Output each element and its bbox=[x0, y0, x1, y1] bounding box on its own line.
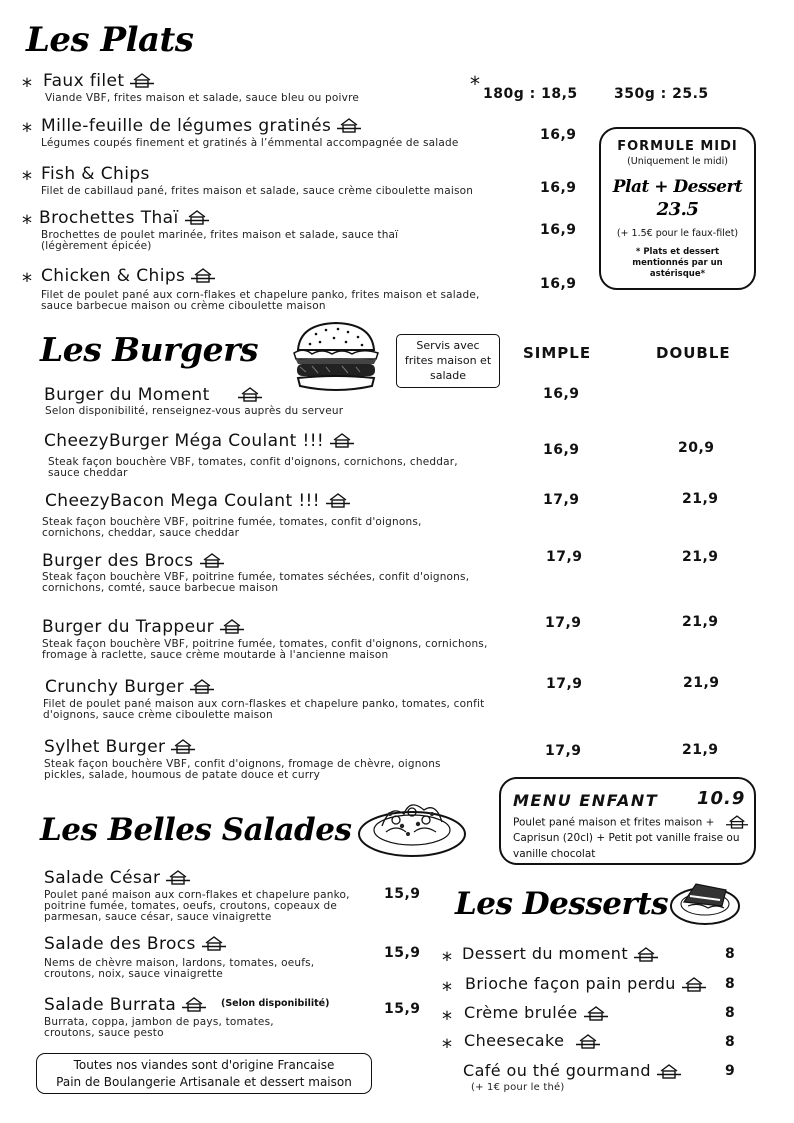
dessert-item-name: Café ou thé gourmand bbox=[463, 1061, 681, 1080]
dessert-item-note: (+ 1€ pour le thé) bbox=[471, 1082, 565, 1093]
origine-line1: Toutes nos viandes sont d'origine Francaise bbox=[73, 1058, 335, 1072]
dessert-item-price: 8 bbox=[725, 1005, 736, 1021]
asterisk-icon: * bbox=[442, 978, 452, 1002]
takeaway-house-icon bbox=[330, 433, 354, 449]
menu-enfant-line1: Poulet pané maison et frites maison + bbox=[513, 815, 748, 830]
plat-item-price: 16,9 bbox=[540, 276, 577, 292]
asterisk-icon: * bbox=[22, 211, 32, 235]
burger-double-price: 21,9 bbox=[682, 491, 719, 507]
col-double-header: DOUBLE bbox=[656, 344, 731, 362]
dessert-item-price: 8 bbox=[725, 1034, 736, 1050]
formule-note: * Plats et dessert mentionnés par un astérisque* bbox=[632, 247, 723, 279]
takeaway-house-icon bbox=[200, 553, 224, 569]
origine-box bbox=[36, 1053, 372, 1094]
plat-item-price: 350g : 25.5 bbox=[614, 86, 709, 102]
plat-item-desc: Filet de cabillaud pané, frites maison et salade, sauce crème ciboulette maison bbox=[41, 185, 474, 197]
takeaway-house-icon bbox=[682, 977, 706, 993]
takeaway-house-icon bbox=[130, 73, 154, 89]
takeaway-house-icon bbox=[220, 619, 244, 635]
burger-item-name: Crunchy Burger bbox=[45, 677, 214, 697]
menu-enfant-line3: vanille chocolat bbox=[513, 848, 596, 860]
dessert-item-price: 9 bbox=[725, 1063, 736, 1079]
burger-simple-price: 17,9 bbox=[546, 549, 583, 565]
formule-offer: Plat + Dessert bbox=[612, 177, 743, 197]
burger-item-desc: Filet de poulet pané maison aux corn-flaskes et chapelure panko, tomates, confit d'oignons, sauce crème ciboulette maison bbox=[43, 698, 485, 721]
burger-item-name: Sylhet Burger bbox=[44, 737, 195, 757]
burger-simple-price: 17,9 bbox=[545, 615, 582, 631]
formule-price: 23.5 bbox=[656, 199, 699, 220]
burger-simple-price: 16,9 bbox=[543, 386, 580, 402]
asterisk-icon: * bbox=[22, 269, 32, 293]
takeaway-house-icon bbox=[584, 1006, 608, 1022]
plat-item-name: Faux filet bbox=[43, 71, 154, 91]
served-with-box bbox=[396, 334, 500, 388]
burger-item-desc: Steak façon bouchère VBF, poitrine fumée, tomates, confit d'oignons, cornichons, fromage à raclette, sauce crème moutarde à l'ancienne maison bbox=[42, 638, 488, 661]
burger-simple-price: 17,9 bbox=[543, 492, 580, 508]
takeaway-house-icon bbox=[171, 739, 195, 755]
formule-extra: (+ 1.5€ pour le faux-filet) bbox=[616, 228, 739, 239]
burger-simple-price: 16,9 bbox=[543, 442, 580, 458]
plat-item-price: 16,9 bbox=[540, 127, 577, 143]
takeaway-house-icon bbox=[337, 118, 361, 134]
menu-enfant-line2: Caprisun (20cl) + Petit pot vanille fraise ou bbox=[513, 832, 740, 844]
formule-title: FORMULE MIDI bbox=[617, 139, 738, 154]
salade-item-price: 15,9 bbox=[384, 886, 421, 902]
burger-double-price: 21,9 bbox=[682, 742, 719, 758]
plat-item-price: 16,9 bbox=[540, 180, 577, 196]
menu-enfant-box bbox=[499, 777, 756, 865]
takeaway-house-icon bbox=[190, 679, 214, 695]
burger-item-name: Burger des Brocs bbox=[42, 551, 224, 571]
menu-enfant-title: MENU ENFANT bbox=[513, 791, 659, 810]
salade-item-price: 15,9 bbox=[384, 1001, 421, 1017]
burger-item-name: CheezyBurger Méga Coulant !!! bbox=[44, 431, 354, 451]
burger-item-desc: Steak façon bouchère VBF, confit d'oignons, fromage de chèvre, oignons pickles, salade, houmous de patate douce et curry bbox=[44, 758, 441, 781]
plat-item-desc: Viande VBF, frites maison et salade, sauce bleu ou poivre bbox=[45, 92, 360, 104]
burger-item-desc: Selon disponibilité, renseignez-vous auprès du serveur bbox=[45, 405, 344, 417]
plat-item-desc: Brochettes de poulet marinée, frites maison et salade, sauce thaï (légèrement épicée) bbox=[41, 229, 399, 252]
dessert-item-name: Crème brulée bbox=[464, 1003, 608, 1022]
asterisk-icon: * bbox=[470, 72, 480, 96]
burger-simple-price: 17,9 bbox=[546, 676, 583, 692]
plat-item-name: Brochettes Thaï bbox=[39, 208, 209, 228]
takeaway-house-icon bbox=[634, 947, 658, 963]
formule-midi-box bbox=[599, 127, 756, 290]
takeaway-house-icon bbox=[326, 493, 350, 509]
plat-item-price: 16,9 bbox=[540, 222, 577, 238]
burger-double-price: 20,9 bbox=[678, 440, 715, 456]
dessert-item-name: Brioche façon pain perdu bbox=[465, 974, 706, 993]
takeaway-house-icon bbox=[182, 997, 206, 1013]
plat-item-price: 180g : 18,5 bbox=[483, 86, 578, 102]
burger-item-desc: Steak façon bouchère VBF, tomates, confit d'oignons, cornichons, cheddar, sauce cheddar bbox=[48, 456, 458, 479]
plat-item-name: Fish & Chips bbox=[41, 164, 150, 184]
takeaway-house-icon bbox=[202, 936, 226, 952]
salade-item-name: Salade César bbox=[44, 868, 190, 888]
salade-item-desc: Burrata, coppa, jambon de pays, tomates, croutons, sauce pesto bbox=[44, 1016, 274, 1039]
burgers-section-title: Les Burgers bbox=[40, 330, 259, 369]
burger-item-desc: Steak façon bouchère VBF, poitrine fumée, tomates, confit d'oignons, cornichons, cheddar, sauce cheddar bbox=[42, 516, 422, 539]
asterisk-icon: * bbox=[442, 1007, 452, 1031]
salade-item-desc: Nems de chèvre maison, lardons, tomates, oeufs, croutons, noix, sauce vinaigrette bbox=[44, 957, 315, 980]
salade-availability-note: (Selon disponibilité) bbox=[221, 998, 330, 1009]
takeaway-house-icon bbox=[657, 1064, 681, 1080]
col-simple-header: SIMPLE bbox=[523, 344, 592, 362]
asterisk-icon: * bbox=[442, 1035, 452, 1059]
dessert-illustration bbox=[668, 872, 742, 930]
formule-subtitle: (Uniquement le midi) bbox=[627, 156, 728, 167]
salade-item-price: 15,9 bbox=[384, 945, 421, 961]
salade-item-name: Salade Burrata bbox=[44, 995, 206, 1015]
plats-section-title: Les Plats bbox=[26, 20, 194, 60]
served-with-text: Servis avec frites maison et salade bbox=[404, 339, 492, 382]
takeaway-house-icon bbox=[185, 210, 209, 226]
asterisk-icon: * bbox=[22, 167, 32, 191]
burger-item-name: CheezyBacon Mega Coulant !!! bbox=[45, 491, 350, 511]
origine-line2: Pain de Boulangerie Artisanale et dessert maison bbox=[56, 1075, 352, 1089]
menu-enfant-price: 10.9 bbox=[697, 788, 746, 809]
takeaway-house-icon bbox=[191, 268, 215, 284]
asterisk-icon: * bbox=[22, 74, 32, 98]
burger-item-name: Burger du Trappeur bbox=[42, 617, 244, 637]
asterisk-icon: * bbox=[442, 948, 452, 972]
takeaway-house-icon bbox=[238, 387, 262, 403]
dessert-item-name: Cheesecake bbox=[464, 1031, 600, 1050]
salade-item-name: Salade des Brocs bbox=[44, 934, 226, 954]
salade-item-desc: Poulet pané maison aux corn-flakes et chapelure panko, poitrine fumée, tomates, oeufs, croutons, copeaux de parmesan, sauce césar, sauce vinaigrette bbox=[44, 889, 350, 923]
dessert-item-price: 8 bbox=[725, 946, 736, 962]
burger-item-name: Burger du Moment bbox=[44, 385, 262, 405]
plat-item-desc: Légumes coupés finement et gratinés à l’émmental accompagnée de salade bbox=[41, 137, 459, 149]
burger-illustration bbox=[290, 320, 382, 395]
burger-double-price: 21,9 bbox=[682, 549, 719, 565]
plat-item-name: Chicken & Chips bbox=[41, 266, 215, 286]
burger-simple-price: 17,9 bbox=[545, 743, 582, 759]
takeaway-house-icon bbox=[166, 870, 190, 886]
plat-item-name: Mille-feuille de légumes gratinés bbox=[41, 116, 361, 136]
takeaway-house-icon bbox=[726, 815, 748, 830]
burger-double-price: 21,9 bbox=[682, 614, 719, 630]
burger-double-price: 21,9 bbox=[683, 675, 720, 691]
desserts-section-title: Les Desserts bbox=[455, 886, 669, 922]
dessert-item-name: Dessert du moment bbox=[462, 944, 658, 963]
dessert-item-price: 8 bbox=[725, 976, 736, 992]
takeaway-house-icon bbox=[576, 1034, 600, 1050]
plat-item-desc: Filet de poulet pané aux corn-flakes et chapelure panko, frites maison et salade, sauce barbecue maison ou crème ciboulette maison bbox=[41, 289, 480, 312]
salades-section-title: Les Belles Salades bbox=[40, 812, 352, 848]
salad-illustration bbox=[356, 786, 468, 862]
burger-item-desc: Steak façon bouchère VBF, poitrine fumée, tomates séchées, confit d'oignons, cornichons, comté, sauce barbecue maison bbox=[42, 571, 470, 594]
asterisk-icon: * bbox=[22, 119, 32, 143]
